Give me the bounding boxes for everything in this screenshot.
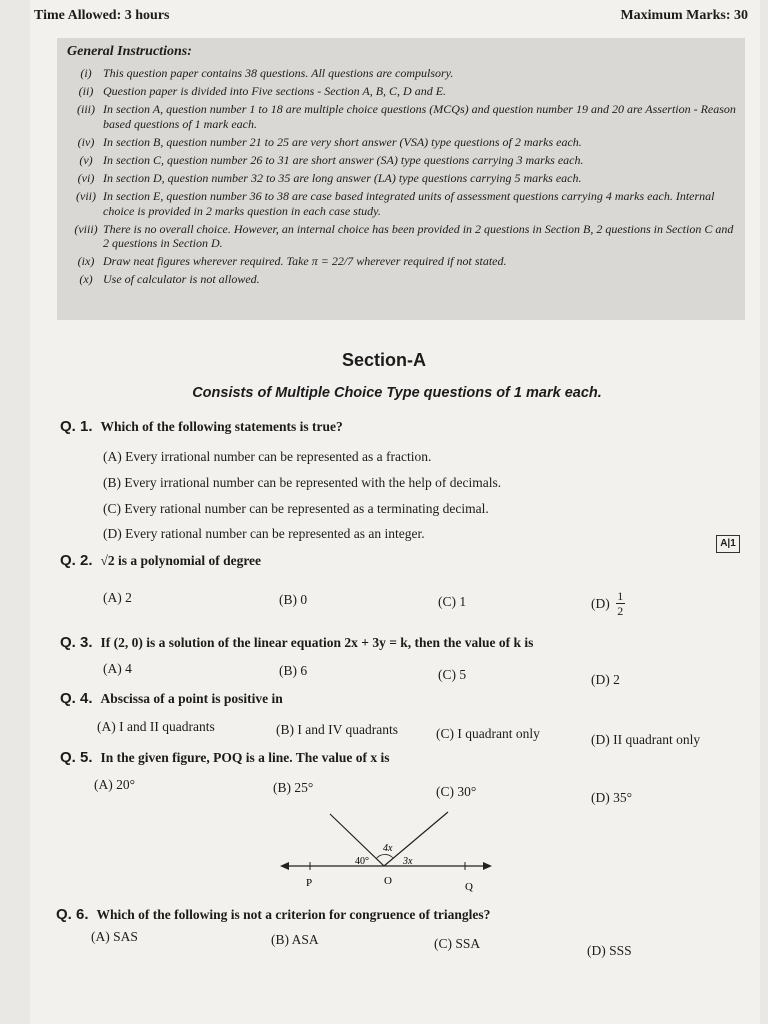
question-number: Q. 3.	[60, 634, 93, 651]
question-1	[60, 418, 343, 435]
q2-option-d[interactable]	[591, 590, 625, 617]
ca-badge-icon: A|1	[716, 535, 740, 553]
q3-option-d[interactable]: (D) 2	[591, 672, 620, 687]
angle-label-40: 40°	[355, 856, 369, 867]
instruction-item: (viii) There is no overall choice. However, an internal choice has been provided in 2 questions in Section B, 2 questions in Section C and 2 questions in Section D.	[74, 221, 734, 251]
question-number: Q. 6.	[56, 906, 89, 923]
question-text: If (2, 0) is a solution of the linear equation 2x + 3y = k, then the value of k is	[100, 635, 534, 650]
angle-figure	[280, 808, 500, 898]
general-instructions-box	[57, 38, 745, 320]
ray-right	[384, 812, 448, 866]
point-p: P	[306, 877, 313, 889]
q1-option-a[interactable]: (A) Every irrational number can be represented as a fraction.	[103, 449, 432, 464]
question-6	[56, 906, 490, 923]
question-number: Q. 2.	[60, 552, 93, 569]
q2-option-c[interactable]: (C) 1	[438, 594, 467, 609]
section-subtitle: Consists of Multiple Choice Type questions of 1 mark each.	[192, 385, 602, 401]
section-title: Section-A	[341, 350, 426, 370]
angle-label-3x: 3x	[403, 856, 413, 867]
q5-option-b[interactable]: (B) 25°	[273, 780, 314, 795]
q6-option-c[interactable]: (C) SSA	[434, 936, 481, 951]
q3-option-a[interactable]: (A) 4	[103, 661, 132, 676]
point-q: Q	[465, 881, 473, 893]
header	[34, 8, 748, 24]
q6-option-b[interactable]: (B) ASA	[271, 932, 319, 947]
q4-option-b[interactable]: (B) I and IV quadrants	[276, 722, 398, 737]
point-o: O	[384, 875, 392, 887]
instruction-item: (i) This question paper contains 38 questions. All questions are compulsory.	[80, 66, 454, 80]
question-4	[60, 690, 283, 707]
instructions-title: General Instructions:	[67, 44, 192, 59]
question-5	[60, 749, 390, 766]
q4-option-c[interactable]: (C) I quadrant only	[436, 726, 540, 741]
fraction-one-half: $\frac{1}{2}$	[617, 589, 624, 618]
question-number: Q. 4.	[60, 690, 93, 707]
instruction-item: (ii) Question paper is divided into Five sections - Section A, B, C, D and E.	[78, 84, 447, 99]
angle-label-4x: 4x	[383, 843, 393, 854]
question-text: Which of the following is not a criterion for congruence of triangles?	[96, 907, 491, 922]
q6-option-d[interactable]: (D) SSS	[587, 943, 632, 958]
q5-option-d[interactable]: (D) 35°	[591, 790, 633, 805]
option-label: (D)	[591, 595, 610, 611]
question-text: Abscissa of a point is positive in	[100, 691, 283, 706]
left-arrow-icon	[280, 862, 289, 870]
q4-option-d[interactable]: (D) II quadrant only	[591, 732, 701, 747]
q5-option-a[interactable]: (A) 20°	[94, 777, 136, 792]
question-number: Q. 1.	[60, 418, 93, 435]
q3-option-c[interactable]: (C) 5	[438, 667, 467, 682]
instruction-item: (ix) Draw neat figures wherever required. Take π = 22/7 wherever required if not stated.	[77, 254, 507, 269]
right-arrow-icon	[483, 862, 492, 870]
maximum-marks: Maximum Marks: 30	[620, 8, 748, 23]
q3-option-b[interactable]: (B) 6	[279, 663, 308, 678]
instructions-list	[69, 66, 739, 290]
q6-option-a[interactable]: (A) SAS	[91, 929, 138, 944]
question-text: √2 is a polynomial of degree	[100, 553, 262, 568]
q4-option-a[interactable]: (A) I and II quadrants	[97, 719, 215, 734]
instruction-item: (iii) In section A, question number 1 to 18 are multiple choice questions (MCQs) and question number 19 and 20 are Assertion - Reason based questions of 1 mark each.	[77, 102, 736, 131]
instruction-item: (iv) In section B, question number 21 to 25 are very short answer (VSA) type questions of 2 marks each.	[77, 134, 582, 149]
q1-option-b[interactable]: (B) Every irrational number can be represented with the help of decimals.	[103, 475, 502, 490]
question-text: Which of the following statements is true?	[100, 419, 343, 434]
instruction-item: (vii) In section E, question number 36 to 38 are case based integrated units of assessment questions carrying 4 marks each. Internal choice is provided in 2 marks question in each case study.	[76, 189, 715, 218]
q2-option-a[interactable]: (A) 2	[103, 590, 132, 605]
question-text: In the given figure, POQ is a line. The value of x is	[100, 750, 390, 765]
instruction-item: (x) Use of calculator is not allowed.	[79, 272, 260, 287]
question-3	[60, 634, 533, 651]
question-2	[60, 552, 261, 569]
instruction-item: (vi) In section D, question number 32 to 35 are long answer (LA) type questions carrying 5 marks each.	[77, 170, 582, 185]
question-number: Q. 5.	[60, 749, 93, 766]
q2-option-b[interactable]: (B) 0	[279, 592, 308, 607]
instruction-item: (v) In section C, question number 26 to 31 are short answer (SA) type questions carrying 3 marks each.	[79, 152, 584, 167]
q5-option-c[interactable]: (C) 30°	[436, 784, 477, 799]
angle-arc	[376, 854, 393, 859]
q1-option-d[interactable]: (D) Every rational number can be represented as an integer.	[103, 526, 425, 541]
q1-option-c[interactable]: (C) Every rational number can be represented as a terminating decimal.	[103, 501, 489, 516]
time-allowed: Time Allowed: 3 hours	[34, 8, 170, 23]
